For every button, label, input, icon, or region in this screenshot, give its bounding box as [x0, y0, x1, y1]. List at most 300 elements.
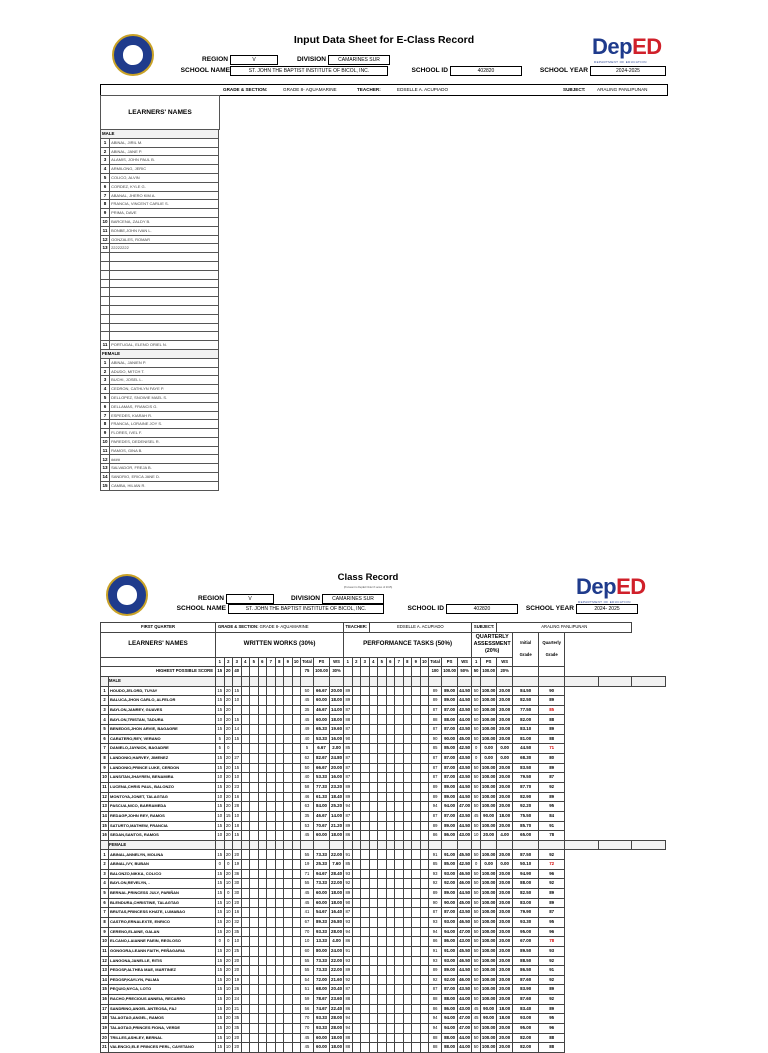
pt-score[interactable]	[352, 1043, 361, 1053]
pt-score[interactable]	[420, 985, 429, 995]
ww-score[interactable]	[241, 850, 250, 860]
pt-score[interactable]	[361, 985, 370, 995]
pt-score[interactable]	[352, 715, 361, 725]
learner-name[interactable]: FRANCIA, LORAINE JOY S.	[110, 420, 219, 429]
pt-score[interactable]	[412, 754, 421, 764]
qa-score[interactable]: 45	[472, 811, 481, 821]
student-name[interactable]: VALENCIO,ELE PRINCES PERL, CAYETANO	[109, 1043, 216, 1053]
qa-score[interactable]: 50	[472, 1033, 481, 1043]
ww-score[interactable]	[267, 821, 276, 831]
learner-name[interactable]	[110, 253, 219, 262]
ww-score[interactable]	[250, 1004, 259, 1014]
ww-score[interactable]: 20	[233, 966, 242, 976]
ww-score[interactable]: 20	[233, 1043, 242, 1053]
ww-score[interactable]: 0	[224, 889, 233, 899]
ww-score[interactable]	[275, 725, 284, 735]
pt-score[interactable]	[386, 734, 395, 744]
ww-score[interactable]	[292, 956, 301, 966]
pt-score[interactable]	[395, 975, 404, 985]
learner-name[interactable]: ABINAL, JANE P.	[110, 147, 219, 156]
ww-score[interactable]	[292, 821, 301, 831]
ww-score[interactable]	[250, 956, 259, 966]
pt-score[interactable]	[378, 696, 387, 706]
ww-score[interactable]: 20	[224, 821, 233, 831]
ww-score[interactable]: 20	[224, 754, 233, 764]
pt-score[interactable]	[386, 946, 395, 956]
ww-score[interactable]	[292, 946, 301, 956]
ww-score[interactable]	[250, 831, 259, 841]
pt-score[interactable]	[395, 1004, 404, 1014]
pt-score[interactable]	[386, 725, 395, 735]
ww-score[interactable]	[250, 985, 259, 995]
ww-score[interactable]	[275, 705, 284, 715]
ww-score[interactable]	[258, 696, 267, 706]
student-name[interactable]: PEDOSP,KAYLYN, PALMA	[109, 975, 216, 985]
ww-score[interactable]: 20	[224, 725, 233, 735]
ww-score[interactable]	[275, 792, 284, 802]
pt-score[interactable]	[412, 985, 421, 995]
student-name[interactable]: RACHO,PRECIOUS ANNEIA, RECARRO	[109, 995, 216, 1005]
ww-score[interactable]: 14	[233, 725, 242, 735]
pt-score[interactable]	[352, 985, 361, 995]
ww-score[interactable]	[292, 754, 301, 764]
student-name[interactable]: ABINAL,IVY, BUBAN	[109, 860, 216, 870]
pt-score[interactable]	[412, 1014, 421, 1024]
ww-score[interactable]	[258, 1014, 267, 1024]
pt-score[interactable]	[361, 966, 370, 976]
pt-score[interactable]	[403, 1043, 412, 1053]
pt-score[interactable]	[403, 898, 412, 908]
ww-score[interactable]	[292, 1004, 301, 1014]
ww-score[interactable]	[267, 995, 276, 1005]
ww-score[interactable]	[275, 811, 284, 821]
pt-score[interactable]	[352, 705, 361, 715]
learner-name[interactable]: COLICO, ALVIN	[110, 173, 219, 182]
student-name[interactable]: REDAGP,JOHN REY, RAMOS	[109, 811, 216, 821]
ww-score[interactable]: 15	[216, 908, 225, 918]
learner-name[interactable]	[110, 297, 219, 306]
qa-score[interactable]: 50	[472, 898, 481, 908]
pt-score[interactable]	[352, 696, 361, 706]
ww-score[interactable]: 15	[216, 821, 225, 831]
ww-score[interactable]	[233, 705, 242, 715]
pt-score[interactable]	[386, 995, 395, 1005]
ww-score[interactable]: 20	[224, 715, 233, 725]
pt-score[interactable]	[352, 725, 361, 735]
ww-score[interactable]	[284, 850, 293, 860]
ww-score[interactable]	[292, 792, 301, 802]
ww-score[interactable]	[241, 869, 250, 879]
ww-score[interactable]	[284, 889, 293, 899]
pt-score[interactable]	[412, 917, 421, 927]
ww-score[interactable]	[267, 1004, 276, 1014]
pt-score[interactable]	[412, 802, 421, 812]
pt-score[interactable]	[369, 917, 378, 927]
pt-score[interactable]	[412, 898, 421, 908]
pt-score[interactable]	[395, 763, 404, 773]
pt-score[interactable]	[420, 686, 429, 696]
qa-score[interactable]: 50	[472, 917, 481, 927]
ww-score[interactable]	[284, 1004, 293, 1014]
student-name[interactable]: BENEDOS,JHON ARVIE, BAGAGRE	[109, 725, 216, 735]
ww-score[interactable]	[275, 763, 284, 773]
ww-score[interactable]: 10	[233, 937, 242, 947]
ww-score[interactable]: 10	[216, 792, 225, 802]
ww-score[interactable]	[258, 831, 267, 841]
pt-score[interactable]	[412, 908, 421, 918]
ww-score[interactable]: 15	[216, 995, 225, 1005]
ww-score[interactable]	[250, 937, 259, 947]
learner-name[interactable]: 22222222	[110, 244, 219, 253]
learner-name[interactable]: CORDEZ, KYLE G.	[110, 182, 219, 191]
ww-score[interactable]: 15	[216, 1023, 225, 1033]
ww-score[interactable]	[250, 705, 259, 715]
pt-score[interactable]: 91	[344, 850, 353, 860]
pt-score[interactable]	[420, 966, 429, 976]
ww-score[interactable]	[258, 898, 267, 908]
pt-score[interactable]	[386, 975, 395, 985]
pt-score[interactable]	[369, 696, 378, 706]
ww-score[interactable]	[284, 966, 293, 976]
ww-score[interactable]: 10	[233, 773, 242, 783]
ww-score[interactable]	[284, 937, 293, 947]
ww-score[interactable]	[258, 946, 267, 956]
pt-score[interactable]	[403, 686, 412, 696]
ww-score[interactable]	[258, 811, 267, 821]
pt-score[interactable]	[412, 966, 421, 976]
pt-score[interactable]	[403, 773, 412, 783]
ww-score[interactable]: 15	[224, 811, 233, 821]
ww-score[interactable]: 10	[224, 908, 233, 918]
ww-score[interactable]: 15	[216, 705, 225, 715]
ww-score[interactable]	[250, 782, 259, 792]
pt-score[interactable]	[361, 889, 370, 899]
ww-score[interactable]	[284, 744, 293, 754]
ww-score[interactable]	[292, 908, 301, 918]
ww-score[interactable]: 20	[224, 734, 233, 744]
teacher-value[interactable]: EDSELLE A. ACUPIADO	[397, 87, 449, 92]
pt-score[interactable]	[386, 889, 395, 899]
ww-score[interactable]	[267, 966, 276, 976]
ww-score[interactable]	[250, 696, 259, 706]
pt-score[interactable]	[420, 879, 429, 889]
ww-score[interactable]	[258, 744, 267, 754]
ww-score[interactable]: 26	[233, 985, 242, 995]
ww-score[interactable]	[267, 908, 276, 918]
pt-score[interactable]	[412, 715, 421, 725]
ww-score[interactable]: 0	[216, 860, 225, 870]
pt-score[interactable]	[361, 782, 370, 792]
ww-score[interactable]: 15	[233, 831, 242, 841]
pt-score[interactable]: 93	[344, 956, 353, 966]
pt-score[interactable]	[420, 1033, 429, 1043]
student-name[interactable]: PASCUA,NICO, BARRAMEDA	[109, 802, 216, 812]
pt-score[interactable]	[420, 1023, 429, 1033]
student-name[interactable]: ABINAL,ANNELYN, MOLINA	[109, 850, 216, 860]
qa-score[interactable]: 50	[472, 956, 481, 966]
pt-score[interactable]	[403, 1033, 412, 1043]
ww-score[interactable]	[241, 744, 250, 754]
pt-score[interactable]	[386, 715, 395, 725]
pt-score[interactable]	[352, 869, 361, 879]
pt-score[interactable]	[386, 782, 395, 792]
pt-score[interactable]	[420, 898, 429, 908]
pt-score[interactable]	[386, 1004, 395, 1014]
ww-score[interactable]	[284, 705, 293, 715]
ww-score[interactable]	[275, 995, 284, 1005]
ww-score[interactable]	[241, 792, 250, 802]
pt-score[interactable]	[352, 908, 361, 918]
ww-score[interactable]	[250, 898, 259, 908]
ww-score[interactable]	[267, 975, 276, 985]
pt-score[interactable]	[361, 995, 370, 1005]
ww-score[interactable]	[250, 917, 259, 927]
pt-score[interactable]	[395, 802, 404, 812]
ww-score[interactable]	[275, 966, 284, 976]
ww-score[interactable]	[267, 917, 276, 927]
ww-score[interactable]: 15	[216, 917, 225, 927]
pt-score[interactable]	[352, 734, 361, 744]
ww-score[interactable]	[292, 1033, 301, 1043]
pt-score[interactable]	[369, 937, 378, 947]
pt-score[interactable]	[395, 696, 404, 706]
pt-score[interactable]	[412, 850, 421, 860]
student-name[interactable]: BERNAL,PRINCESS JULY, PARIÑAN	[109, 889, 216, 899]
ww-score[interactable]	[267, 754, 276, 764]
pt-score[interactable]	[352, 917, 361, 927]
pt-score[interactable]	[412, 927, 421, 937]
pt-score[interactable]	[412, 956, 421, 966]
learner-name[interactable]: ABINAL, JANIEN P.	[110, 358, 219, 367]
pt-score[interactable]	[420, 975, 429, 985]
ww-score[interactable]	[250, 995, 259, 1005]
pt-score[interactable]	[369, 908, 378, 918]
ww-score[interactable]	[267, 1043, 276, 1053]
pt-score[interactable]	[386, 821, 395, 831]
ww-score[interactable]	[292, 811, 301, 821]
ww-score[interactable]	[284, 917, 293, 927]
pt-score[interactable]	[369, 995, 378, 1005]
ww-score[interactable]	[275, 686, 284, 696]
pt-score[interactable]	[386, 879, 395, 889]
ww-score[interactable]: 32	[233, 917, 242, 927]
school-name-field-2[interactable]: ST. JOHN THE BAPTIST INSTITUTE OF BICOL, INC.	[228, 604, 384, 614]
pt-score[interactable]: 87	[344, 811, 353, 821]
ww-score[interactable]	[275, 956, 284, 966]
ww-score[interactable]	[241, 811, 250, 821]
ww-score[interactable]	[284, 869, 293, 879]
pt-score[interactable]: 87	[344, 985, 353, 995]
pt-score[interactable]	[395, 754, 404, 764]
ww-score[interactable]	[292, 975, 301, 985]
pt-score[interactable]	[361, 763, 370, 773]
ww-score[interactable]	[250, 879, 259, 889]
pt-score[interactable]	[386, 927, 395, 937]
ww-score[interactable]: 15	[216, 869, 225, 879]
pt-score[interactable]	[352, 1004, 361, 1014]
pt-score[interactable]	[378, 879, 387, 889]
ww-score[interactable]: 15	[216, 975, 225, 985]
ww-score[interactable]	[275, 831, 284, 841]
pt-score[interactable]	[361, 1043, 370, 1053]
learner-name[interactable]: PAREDES, DEDENISEL R.	[110, 437, 219, 446]
pt-score[interactable]	[395, 792, 404, 802]
ww-score[interactable]	[284, 696, 293, 706]
pt-score[interactable]	[395, 1023, 404, 1033]
pt-score[interactable]	[361, 705, 370, 715]
pt-score[interactable]	[378, 850, 387, 860]
ww-score[interactable]	[258, 917, 267, 927]
pt-score[interactable]	[378, 995, 387, 1005]
ww-score[interactable]	[258, 705, 267, 715]
pt-score[interactable]	[352, 831, 361, 841]
pt-score[interactable]	[378, 734, 387, 744]
ww-score[interactable]	[267, 705, 276, 715]
student-name[interactable]: TRILLES,ASHLEY, BERNAL	[109, 1033, 216, 1043]
student-name[interactable]: BLENDURA,CHRISTINE, TALAGTAG	[109, 898, 216, 908]
pt-score[interactable]	[369, 850, 378, 860]
pt-score[interactable]	[361, 744, 370, 754]
ww-score[interactable]	[275, 782, 284, 792]
division-field-2[interactable]: CAMARINES SUR	[322, 594, 384, 604]
pt-score[interactable]	[378, 802, 387, 812]
ww-score[interactable]	[258, 995, 267, 1005]
ww-score[interactable]	[292, 898, 301, 908]
ww-score[interactable]	[292, 995, 301, 1005]
ww-score[interactable]: 15	[216, 966, 225, 976]
pt-score[interactable]: 87	[344, 763, 353, 773]
ww-score[interactable]	[284, 686, 293, 696]
pt-score[interactable]	[352, 821, 361, 831]
ww-score[interactable]	[267, 869, 276, 879]
pt-score[interactable]	[420, 696, 429, 706]
pt-score[interactable]	[361, 792, 370, 802]
ww-score[interactable]	[250, 754, 259, 764]
ww-score[interactable]	[250, 715, 259, 725]
ww-score[interactable]: 23	[233, 782, 242, 792]
ww-score[interactable]: 10	[233, 696, 242, 706]
pt-score[interactable]	[395, 860, 404, 870]
ww-score[interactable]	[267, 860, 276, 870]
ww-score[interactable]	[250, 869, 259, 879]
ww-score[interactable]	[241, 773, 250, 783]
ww-score[interactable]	[292, 725, 301, 735]
pt-score[interactable]: 87	[344, 773, 353, 783]
student-name[interactable]: PEQUIO,NYCA, LOTO	[109, 985, 216, 995]
ww-score[interactable]	[250, 744, 259, 754]
ww-score[interactable]	[241, 725, 250, 735]
ww-score[interactable]: 15	[216, 763, 225, 773]
ww-score[interactable]	[284, 898, 293, 908]
pt-score[interactable]	[378, 908, 387, 918]
ww-score[interactable]	[258, 802, 267, 812]
pt-score[interactable]	[403, 869, 412, 879]
pt-score[interactable]	[420, 715, 429, 725]
pt-score[interactable]	[395, 734, 404, 744]
learner-name[interactable]	[110, 323, 219, 332]
grade-section-value-2[interactable]: GRADE 8- AQUAMARINE	[259, 624, 309, 630]
pt-score[interactable]	[412, 773, 421, 783]
pt-score[interactable]	[395, 937, 404, 947]
ww-score[interactable]: 10	[216, 831, 225, 841]
ww-score[interactable]: 20	[224, 831, 233, 841]
ww-score[interactable]: 0	[224, 937, 233, 947]
student-name[interactable]: GONGORA,LEANN FAITH, PEÑAGARIA	[109, 946, 216, 956]
pt-score[interactable]	[403, 1004, 412, 1014]
pt-score[interactable]: 87	[344, 705, 353, 715]
pt-score[interactable]	[412, 889, 421, 899]
ww-score[interactable]: 15	[233, 763, 242, 773]
student-name[interactable]: SANDRINO,ANGEL ANTEOSA, FAJ	[109, 1004, 216, 1014]
pt-score[interactable]	[403, 1014, 412, 1024]
pt-score[interactable]	[395, 782, 404, 792]
pt-score[interactable]	[378, 763, 387, 773]
ww-score[interactable]: 20	[233, 850, 242, 860]
pt-score[interactable]	[378, 1014, 387, 1024]
ww-score[interactable]: 15	[216, 696, 225, 706]
ww-score[interactable]	[292, 927, 301, 937]
ww-score[interactable]	[258, 725, 267, 735]
pt-score[interactable]	[412, 686, 421, 696]
ww-score[interactable]	[250, 802, 259, 812]
pt-score[interactable]	[403, 956, 412, 966]
ww-score[interactable]: 15	[216, 850, 225, 860]
ww-score[interactable]: 15	[216, 1004, 225, 1014]
subject-value-2[interactable]: ARALING PANLIPUNAN	[497, 623, 632, 633]
ww-score[interactable]: 20	[224, 966, 233, 976]
pt-score[interactable]	[369, 821, 378, 831]
pt-score[interactable]	[352, 782, 361, 792]
pt-score[interactable]	[369, 985, 378, 995]
pt-score[interactable]	[369, 898, 378, 908]
student-name[interactable]: LANDONIO,HARVEY, JIMENEZ	[109, 754, 216, 764]
pt-score[interactable]	[412, 792, 421, 802]
pt-score[interactable]	[420, 956, 429, 966]
ww-score[interactable]: 10	[224, 1043, 233, 1053]
ww-score[interactable]	[241, 1014, 250, 1024]
ww-score[interactable]	[267, 937, 276, 947]
pt-score[interactable]	[403, 879, 412, 889]
ww-score[interactable]	[258, 908, 267, 918]
pt-score[interactable]	[395, 1014, 404, 1024]
pt-score[interactable]	[369, 792, 378, 802]
ww-score[interactable]	[292, 917, 301, 927]
pt-score[interactable]	[395, 889, 404, 899]
pt-score[interactable]: 89	[344, 686, 353, 696]
ww-score[interactable]	[267, 1023, 276, 1033]
ww-score[interactable]: 10	[224, 879, 233, 889]
pt-score[interactable]	[369, 754, 378, 764]
student-name[interactable]: LANDONIO,PRINCE LUKE, CERDON	[109, 763, 216, 773]
student-name[interactable]: CERENO,ELAINE, GALAN	[109, 927, 216, 937]
ww-score[interactable]	[275, 898, 284, 908]
ww-score[interactable]	[267, 831, 276, 841]
ww-score[interactable]	[241, 889, 250, 899]
pt-score[interactable]	[361, 956, 370, 966]
learner-name[interactable]: DELLOPEZ, SNOWIE MAEL S.	[110, 393, 219, 402]
pt-score[interactable]	[361, 908, 370, 918]
pt-score[interactable]: 92	[344, 879, 353, 889]
ww-score[interactable]	[258, 754, 267, 764]
pt-score[interactable]	[420, 773, 429, 783]
ww-score[interactable]	[275, 1043, 284, 1053]
pt-score[interactable]	[361, 879, 370, 889]
pt-score[interactable]: 94	[344, 802, 353, 812]
qa-score[interactable]: 50	[472, 937, 481, 947]
pt-score[interactable]	[395, 744, 404, 754]
pt-score[interactable]	[386, 908, 395, 918]
pt-score[interactable]	[378, 869, 387, 879]
